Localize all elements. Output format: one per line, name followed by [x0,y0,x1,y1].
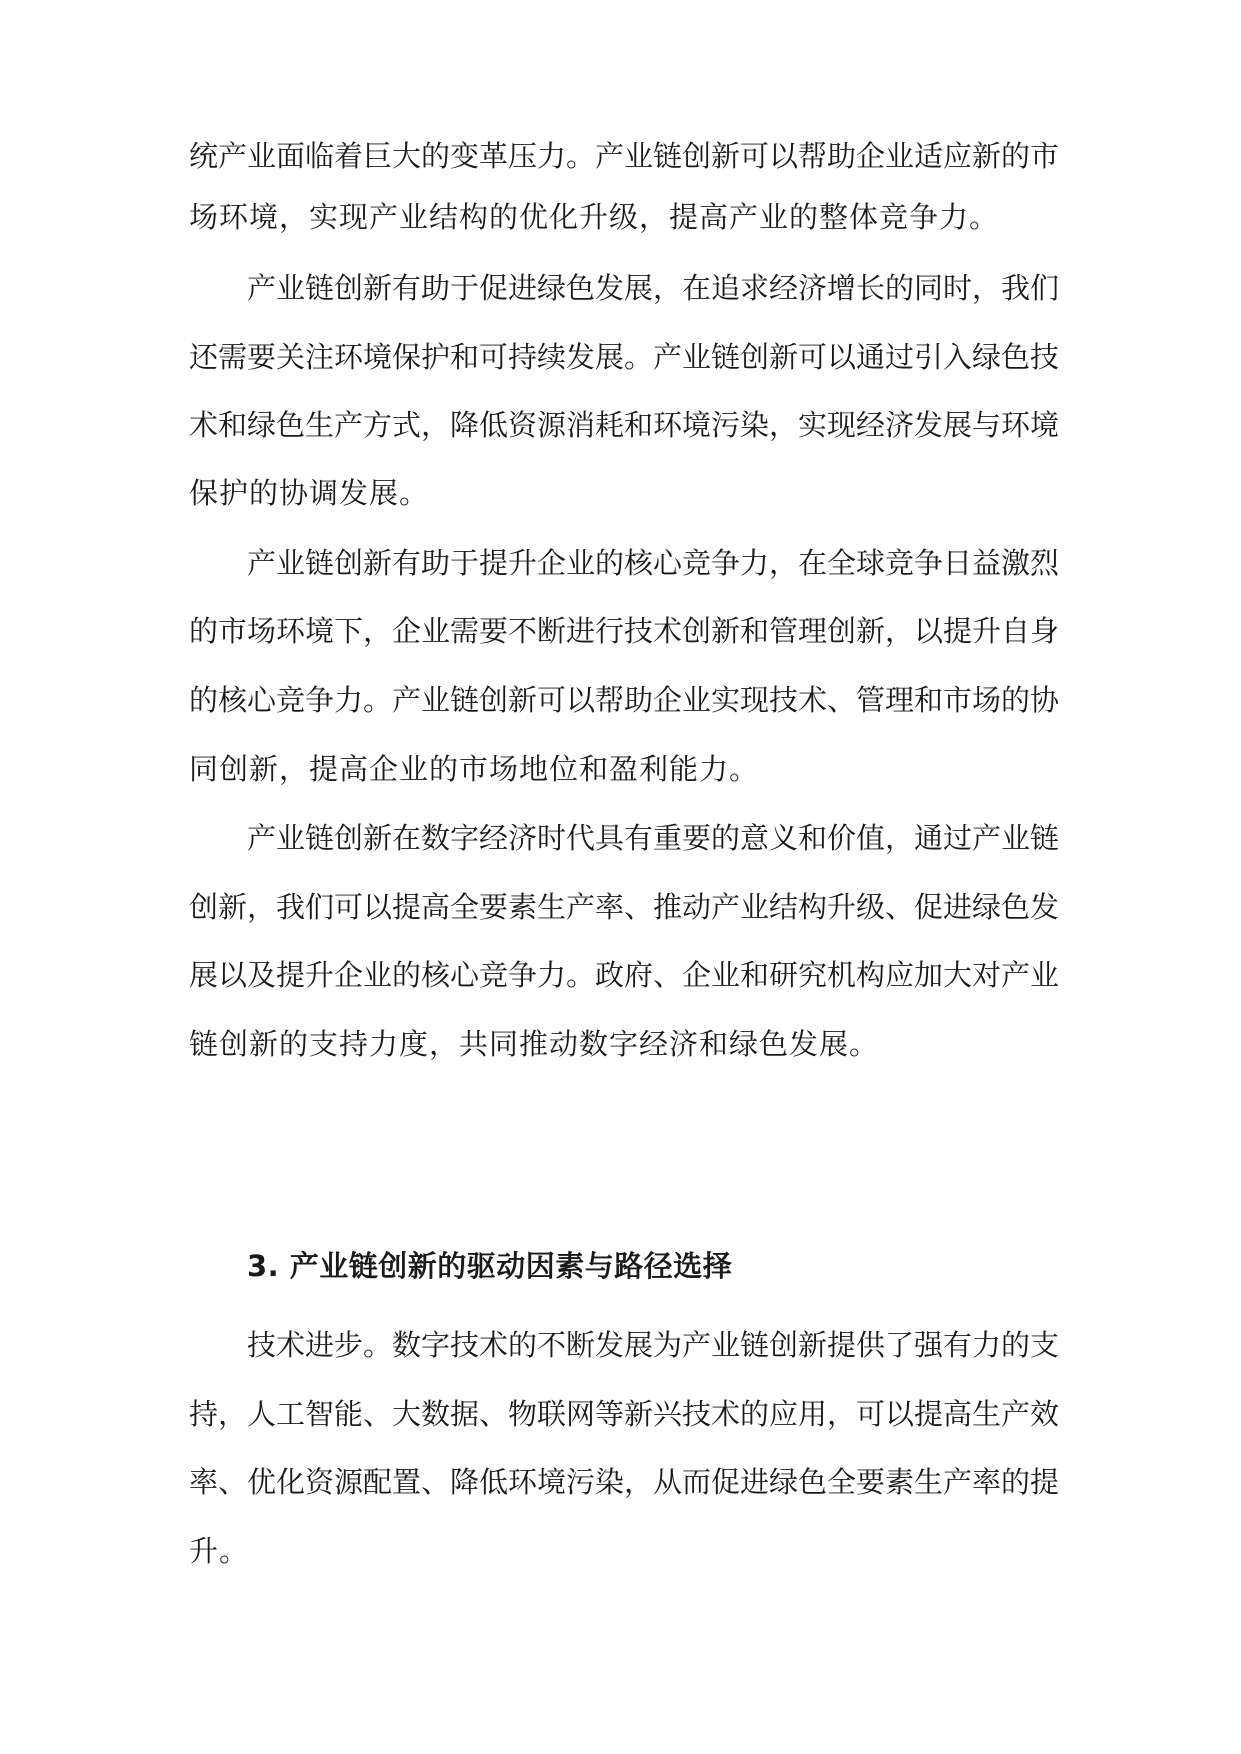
paragraph-line: 保护的协调发展。 [189,476,430,510]
paragraph-line: 术和绿色生产方式，降低资源消耗和环境污染，实现经济发展与环境 [189,408,1060,442]
paragraph-line: 的核心竞争力。产业链创新可以帮助企业实现技术、管理和市场的协 [189,683,1060,717]
paragraph-line: 展以及提升企业的核心竞争力。政府、企业和研究机构应加大对产业 [189,958,1060,992]
paragraph-line: 升。 [189,1534,250,1568]
paragraph-line: 率、优化资源配置、降低环境污染，从而促进绿色全要素生产率的提 [189,1465,1060,1499]
paragraph-line: 还需要关注环境保护和可持续发展。产业链创新可以通过引入绿色技 [189,340,1060,374]
paragraph-line: 技术进步。数字技术的不断发展为产业链创新提供了强有力的支 [247,1328,1060,1362]
paragraph-line: 链创新的支持力度，共同推动数字经济和绿色发展。 [189,1027,880,1061]
paragraph-line: 持，人工智能、大数据、物联网等新兴技术的应用，可以提高生产效 [189,1397,1060,1431]
section-heading: 3. 产业链创新的驱动因素与路径选择 [247,1249,733,1283]
paragraph-line: 同创新，提高企业的市场地位和盈利能力。 [189,752,760,786]
paragraph-line: 产业链创新有助于提升企业的核心竞争力，在全球竞争日益激烈 [247,546,1060,580]
paragraph-line: 创新，我们可以提高全要素生产率、推动产业结构升级、促进绿色发 [189,890,1060,924]
paragraph-line: 统产业面临着巨大的变革压力。产业链创新可以帮助企业适应新的市 [189,139,1060,173]
paragraph-line: 产业链创新有助于促进绿色发展，在追求经济增长的同时，我们 [247,271,1060,305]
paragraph-line: 产业链创新在数字经济时代具有重要的意义和价值，通过产业链 [247,821,1060,855]
paragraph-line: 场环境，实现产业结构的优化升级，提高产业的整体竞争力。 [189,200,1000,234]
paragraph-line: 的市场环境下，企业需要不断进行技术创新和管理创新，以提升自身 [189,614,1060,648]
